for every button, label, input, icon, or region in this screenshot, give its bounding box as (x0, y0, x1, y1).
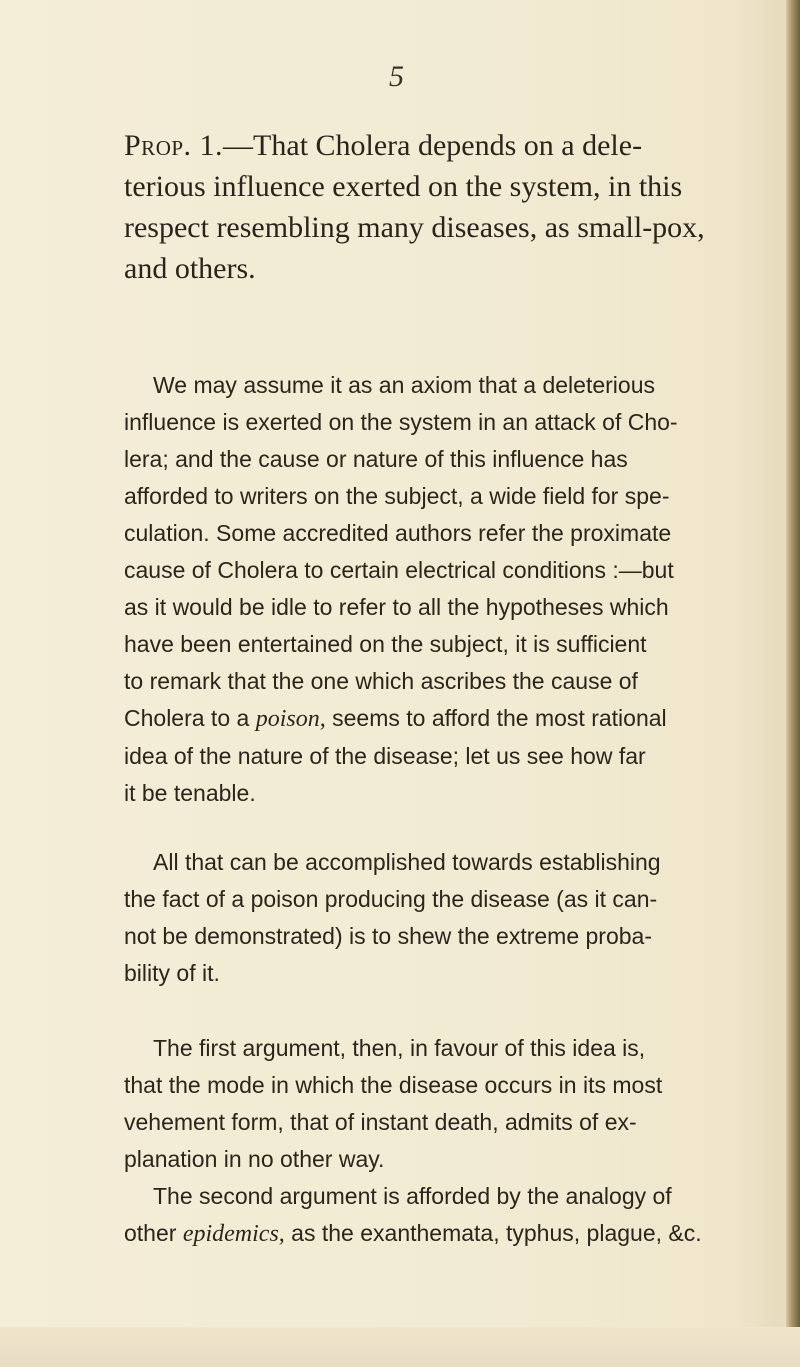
paragraph-line: We may assume it as an axiom that a deleterious (153, 372, 655, 398)
paragraph-line: The first argument, then, in favour of this idea is, (153, 1035, 646, 1061)
page-edge-shadow (786, 0, 800, 1367)
paragraph-line: The second argument is afforded by the analogy of (153, 1183, 672, 1209)
proposition-lead: Prop. 1. (124, 129, 224, 162)
text-run: Cholera to a (124, 705, 256, 731)
proposition-heading (124, 125, 754, 289)
paragraph-line: have been entertained on the subject, it is sufficient (124, 631, 647, 657)
paragraph-line: not be demonstrated) is to shew the extreme proba- (124, 923, 653, 949)
paragraph-line: planation in no other way. (124, 1146, 385, 1172)
paragraph-line: All that can be accomplished towards establishing (153, 849, 661, 875)
emphasis-poison: poison, (255, 706, 326, 732)
paragraph-line: bility of it. (124, 960, 220, 986)
text-run: other (124, 1220, 183, 1246)
paragraph-line: the fact of a poison producing the disease (as it can- (124, 886, 658, 912)
paragraph-line: to remark that the one which ascribes the cause of (124, 668, 638, 694)
paragraph-axiom (124, 367, 754, 812)
paragraph-line: idea of the nature of the disease; let us see how far (124, 743, 646, 769)
paragraph-second-argument (124, 1178, 754, 1253)
text-run: as the exanthemata, typhus, plague, &c. (284, 1220, 702, 1246)
paragraph-line: cause of Cholera to certain electrical conditions :—but (124, 557, 674, 583)
proposition-line-1 (124, 125, 754, 166)
paragraph-line: vehement form, that of instant death, admits of ex- (124, 1109, 637, 1135)
paragraph-line: influence is exerted on the system in an attack of Cho- (124, 409, 678, 435)
paragraph-line (124, 1215, 754, 1253)
proposition-line-4: and others. (124, 252, 256, 285)
page-number: 5 (389, 60, 404, 93)
paragraph-line (124, 700, 754, 738)
paragraph-establishing (124, 844, 754, 992)
paragraph-line: culation. Some accredited authors refer the proximate (124, 520, 672, 546)
page-bottom-margin (0, 1327, 800, 1367)
proposition-line-3: respect resembling many diseases, as small-pox, (124, 211, 705, 244)
paragraph-line: lera; and the cause or nature of this influence has (124, 446, 628, 472)
emphasis-epidemics: epidemics, (182, 1221, 285, 1247)
paragraph-line: afforded to writers on the subject, a wide field for spe- (124, 483, 670, 509)
text-run: seems to afford the most rational (325, 705, 667, 731)
paragraph-line: that the mode in which the disease occurs in its most (124, 1072, 663, 1098)
paragraph-first-argument (124, 1030, 754, 1178)
paragraph-line: as it would be idle to refer to all the hypotheses which (124, 594, 669, 620)
paragraph-line: it be tenable. (124, 780, 256, 806)
proposition-text: —That Cholera depends on a dele- (223, 129, 643, 162)
proposition-line-2: terious influence exerted on the system, in this (124, 170, 683, 203)
